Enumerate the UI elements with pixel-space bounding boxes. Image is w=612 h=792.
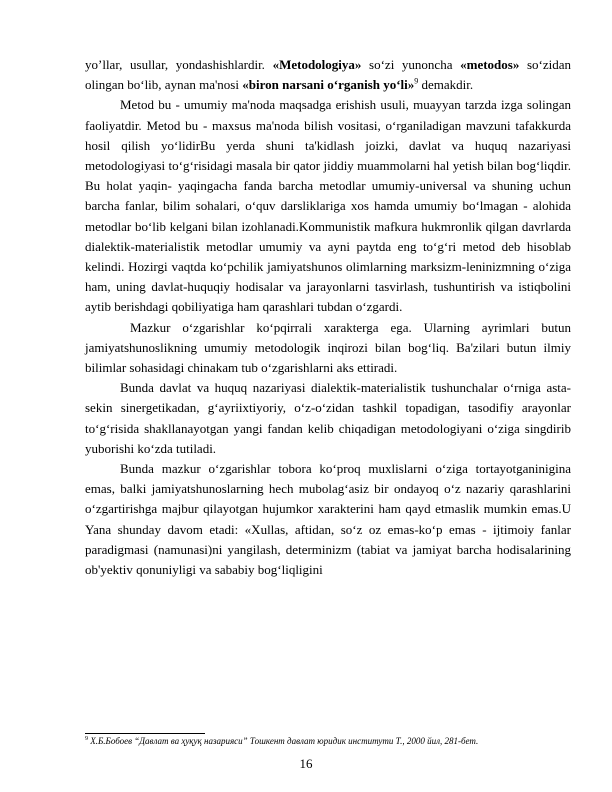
text-run: so‘zi yunoncha: [361, 57, 461, 72]
page-number: 16: [299, 756, 313, 771]
term-meaning: «biron narsani o‘rganish yo‘li»: [242, 77, 415, 93]
text-run: so‘zidan olingan bo‘lib, aynan ma'nosi: [85, 57, 571, 93]
term-metodos: «metodos»: [460, 57, 520, 72]
footnote-text: Х.Б.Бобоев “Давлат ва ҳуқуқ назарияси” Тошкент давлат юридик институти Т., 2000 йил, 281-бет.: [88, 736, 479, 746]
paragraph-3: Mazkur o‘zgarishlar ko‘pqirrali xarakterga ega. Ularning ayrimlari butun jamiyatshunoslikning umumiy metodologik inqirozi bilan bog‘liq. Ba'zilari butun ilmiy bilimlar sohasidagi chinakam tub o‘zgarishlarni aks ettiradi.: [85, 319, 571, 376]
footnote-divider: [85, 733, 205, 734]
text-run: demakdir.: [418, 77, 474, 93]
text-run: yo’llar, usullar, yondashishlardir.: [85, 57, 273, 72]
paragraph-4: Bunda davlat va huquq nazariyasi dialektik-materialistik tushunchalar o‘rniga asta-sekin sinergetikadan, g‘ayriixtiyoriy, o‘z-o‘zidan tashkil topadigan, tasodifiy arayonlar to‘g‘risida shakllanayotgan yangi fandan kelib chiqadigan metodologiyani o‘ziga singdirib yuborishi ko‘zda tutiladi.: [85, 380, 571, 456]
paragraph-1: [85, 55, 571, 95]
paragraph-2: Metod bu - umumiy ma'noda maqsadga erishish usuli, muayyan tarzda izga solingan faoliyatdir. Metod bu - maxsus ma'noda bilish vositasi, o‘rganiladigan mavzuni tafakkurda hosil qilish yo‘lidirBu yerda shuni ta'kidlash joizki, davlat va huquq nazariyasi metodologiyasi to‘g‘risidagi masala bir qator jiddiy muammolarni hal yetish bilan bog‘liqdir. Bu holat yaqin- yaqingacha fanda barcha metodlar umumiy-universal va shuning uchun barcha fanlar, bilim sohalari, o‘quv darsliklariga xos hamda umumiy bo‘lmagan - alohida metodlar bo‘lib kelgani bilan izohlanadi.Kommunistik mafkura hukmronlik qilgan davrlarda dialektik-materialistik metodlar umumiy va ayni paytda eng to‘g‘ri metod deb hisoblab kelindi. Hozirgi vaqtda ko‘pchilik jamiyatshunos olimlarning marksizm-leninizmning o‘ziga ham, uning davlat-huquqiy hodisalar va jarayonlarni tasvirlash, tushuntirish va istiqbolini aytib berishdagi qobiliyatiga ham qarashlari tubdan o‘zgardi.: [85, 97, 571, 315]
footnote-mark: 9: [85, 736, 88, 742]
term-metodologiya: «Metodologiya»: [272, 57, 362, 72]
footnote-reference: 9: [414, 76, 419, 86]
body-text: [85, 55, 571, 580]
footnote: [85, 736, 571, 746]
paragraph-5: Bunda mazkur o‘zgarishlar tobora ko‘proq muxlislarni o‘ziga tortayotganinigina emas, balki jamiyatshunoslarning hech mubolag‘asiz bir ondayoq o‘z nazariy qarashlarini o‘zgartirishga majbur qilayotgan hujumkor xarakterini ham qayd etmaslik mumkin emas.U Yana shunday davom etadi: «Xullas, aftidan, so‘z oz emas-ko‘p emas - ijtimoiy fanlar paradigmasi (namunasi)ni yangilash, determinizm (tabiat va jamiyat barcha hodisalarining ob'yektiv qonuniyligi va sababiy bog‘liqligini: [85, 461, 571, 578]
